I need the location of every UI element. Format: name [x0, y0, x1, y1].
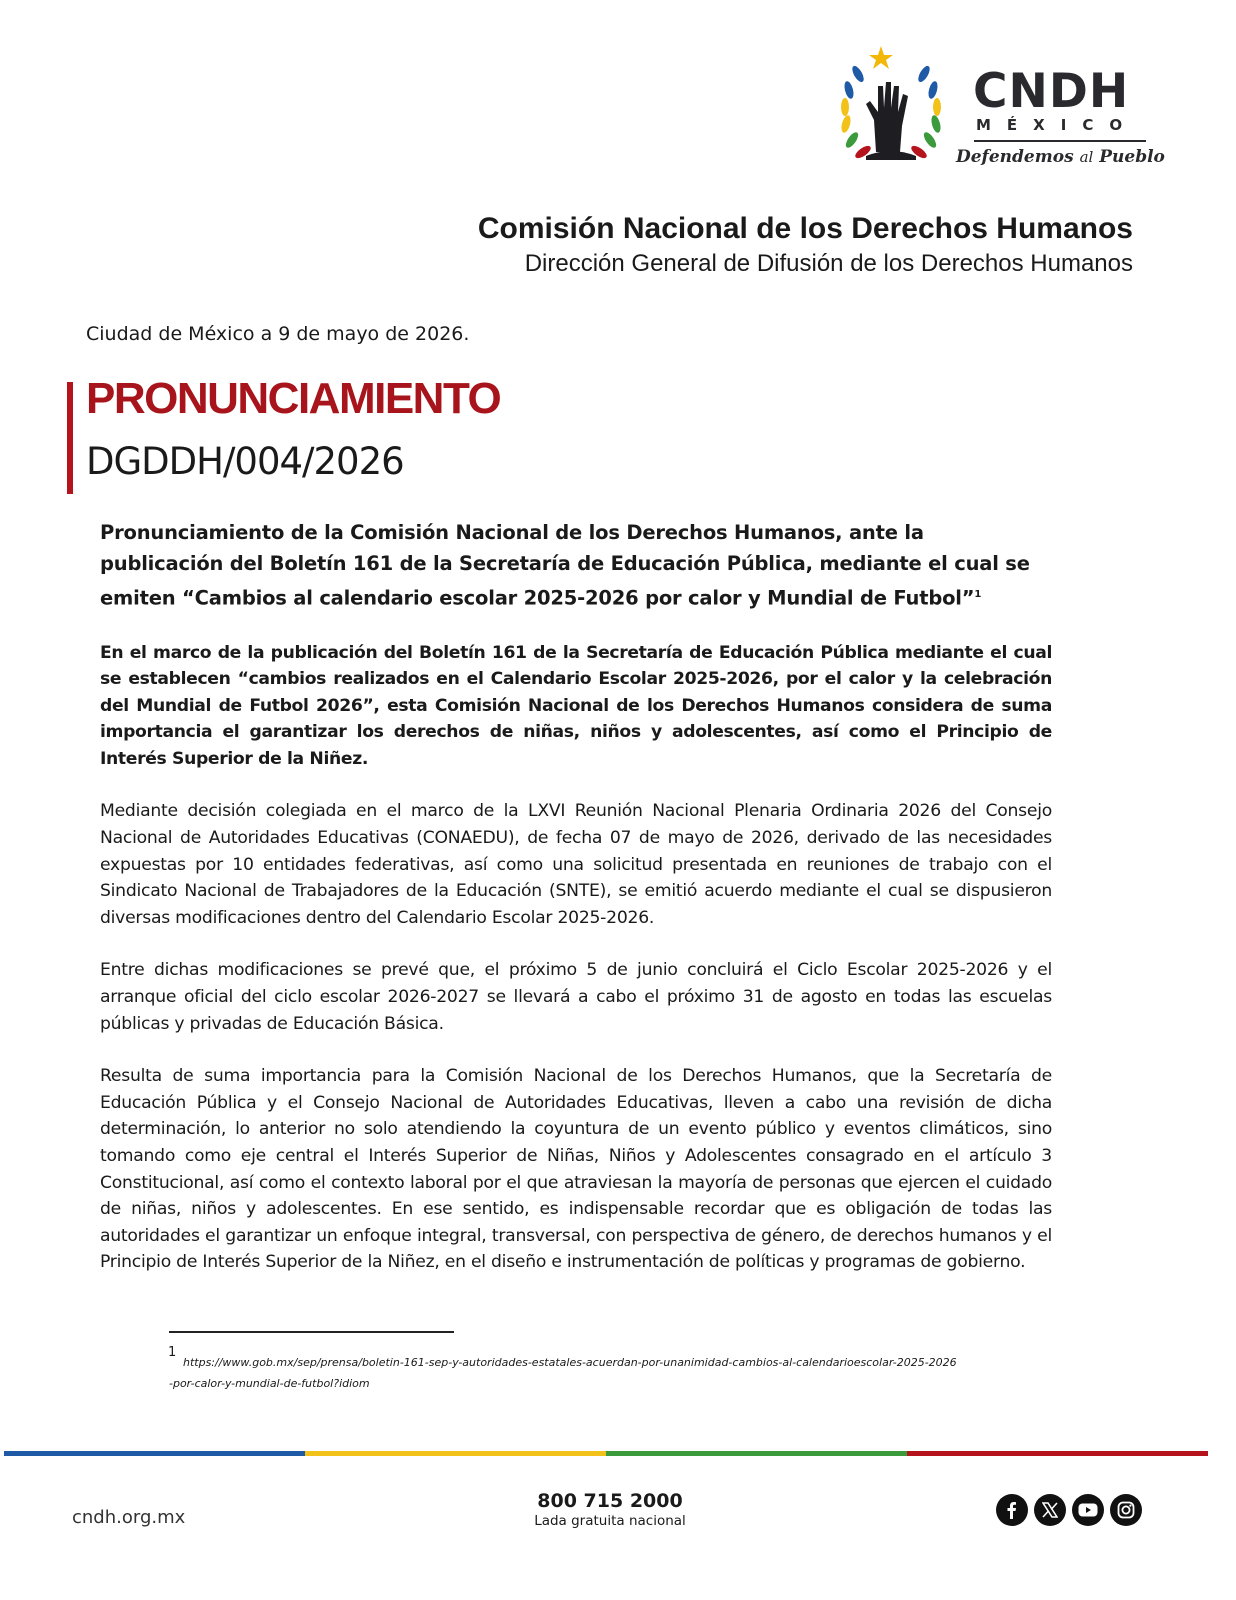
statement-title — [100, 517, 1052, 614]
document-body — [100, 517, 1052, 1302]
youtube-icon[interactable] — [1072, 1494, 1104, 1526]
logo-country: MÉXICO — [976, 116, 1139, 134]
cndh-logo — [836, 42, 1165, 177]
stripe-green — [606, 1451, 907, 1456]
organization-department: Dirección General de Difusión de los Derechos Humanos — [524, 250, 1133, 277]
emblem-icon — [836, 42, 961, 177]
phone-caption: Lada gratuita nacional — [534, 1513, 686, 1529]
document-date: Ciudad de México a 9 de mayo de 2026. — [86, 323, 470, 345]
document-type: PRONUNCIAMIENTO — [86, 374, 501, 423]
logo-slogan — [956, 147, 1165, 167]
footnote-divider — [169, 1331, 454, 1333]
paragraph-2: Mediante decisión colegiada en el marco de la LXVI Reunión Nacional Plenaria Ordinaria 2026 del Consejo Nacional de Autoridades Educativas (CONAEDU), de fecha 07 de mayo de 2026, derivado de las necesidades expuestas por 10 entidades federativas, así como una solicitud presentada en reuniones de trabajo con el Sindicato Nacional de Trabajadores de la Educación (SNTE), se emitió acuerdo mediante el cual se dispusieron diversas modificaciones dentro del Calendario Escolar 2025-2026. — [100, 801, 1052, 928]
slogan-word-1: Defendemos — [956, 147, 1074, 167]
slogan-word-3: Pueblo — [1099, 147, 1165, 167]
x-icon[interactable] — [1034, 1494, 1066, 1526]
phone-number[interactable]: 800 715 2000 — [537, 1490, 683, 1512]
facebook-icon[interactable] — [996, 1494, 1028, 1526]
logo-divider — [974, 140, 1146, 142]
website-link[interactable]: cndh.org.mx — [72, 1507, 186, 1528]
footnote-reference[interactable]: 1 — [974, 589, 982, 600]
footnote-link[interactable]: https://www.gob.mx/sep/prensa/boletin-161-sep-y-autoridades-estatales-acuerdan-por-unanimidad-cambios-al-calendarioescolar-2025-2026-por-calor-y-mundial-de-futbol?idiom — [169, 1356, 957, 1390]
footer-color-stripe — [4, 1451, 1208, 1456]
statement-title-text: Pronunciamiento de la Comisión Nacional de los Derechos Humanos, ante la publicación del Boletín 161 de la Secretaría de Educación Pública, mediante el cual se emiten “Cambios al calendario escolar 2025-2026 por calor y Mundial de Futbol” — [100, 521, 1030, 610]
paragraph-4: Resulta de suma importancia para la Comisión Nacional de los Derechos Humanos, que la Secretaría de Educación Pública y el Consejo Nacional de Autoridades Educativas, lleven a cabo una revisión de dicha determinación, lo anterior no solo atendiendo la coyuntura de un evento público y eventos climáticos, sino tomando como eje central el Interés Superior de Niñas, Niños y Adolescentes consagrado en el artículo 3 Constitucional, así como el contexto laboral por el que atraviesan la mayoría de personas que ejercen el cuidado de niñas, niños y adolescentes. En ese sentido, es indispensable recordar que es obligación de todas las autoridades el garantizar un enfoque integral, transversal, con perspectiva de género, de derechos humanos y el Principio de Interés Superior de la Niñez, en el diseño e instrumentación de políticas y programas de gobierno. — [100, 1066, 1052, 1273]
document-reference: DGDDH/004/2026 — [86, 440, 404, 483]
logo-wordmark: CNDH — [973, 64, 1130, 119]
instagram-icon[interactable] — [1110, 1494, 1142, 1526]
social-links — [996, 1494, 1142, 1526]
title-accent-bar — [67, 382, 73, 494]
organization-name: Comisión Nacional de los Derechos Humanos — [477, 212, 1133, 245]
stripe-yellow — [305, 1451, 606, 1456]
paragraph-3: Entre dichas modificaciones se prevé que, el próximo 5 de junio concluirá el Ciclo Escolar 2025-2026 y el arranque oficial del ciclo escolar 2026-2027 se llevará a cabo el próximo 31 de agosto en todas las escuelas públicas y privadas de Educación Básica. — [100, 960, 1052, 1034]
footnote-number: 1 — [168, 1345, 177, 1360]
stripe-blue — [4, 1451, 305, 1456]
stripe-red — [907, 1451, 1208, 1456]
slogan-word-2: al — [1079, 148, 1094, 166]
paragraph-1: En el marco de la publicación del Boletín 161 de la Secretaría de Educación Pública mediante el cual se establecen “cambios realizados en el Calendario Escolar 2025-2026, por el calor y la celebración del Mundial de Futbol 2026”, esta Comisión Nacional de los Derechos Humanos considera de suma importancia el garantizar los derechos de niñas, niños y adolescentes, así como el Principio de Interés Superior de la Niñez. — [100, 642, 1052, 769]
